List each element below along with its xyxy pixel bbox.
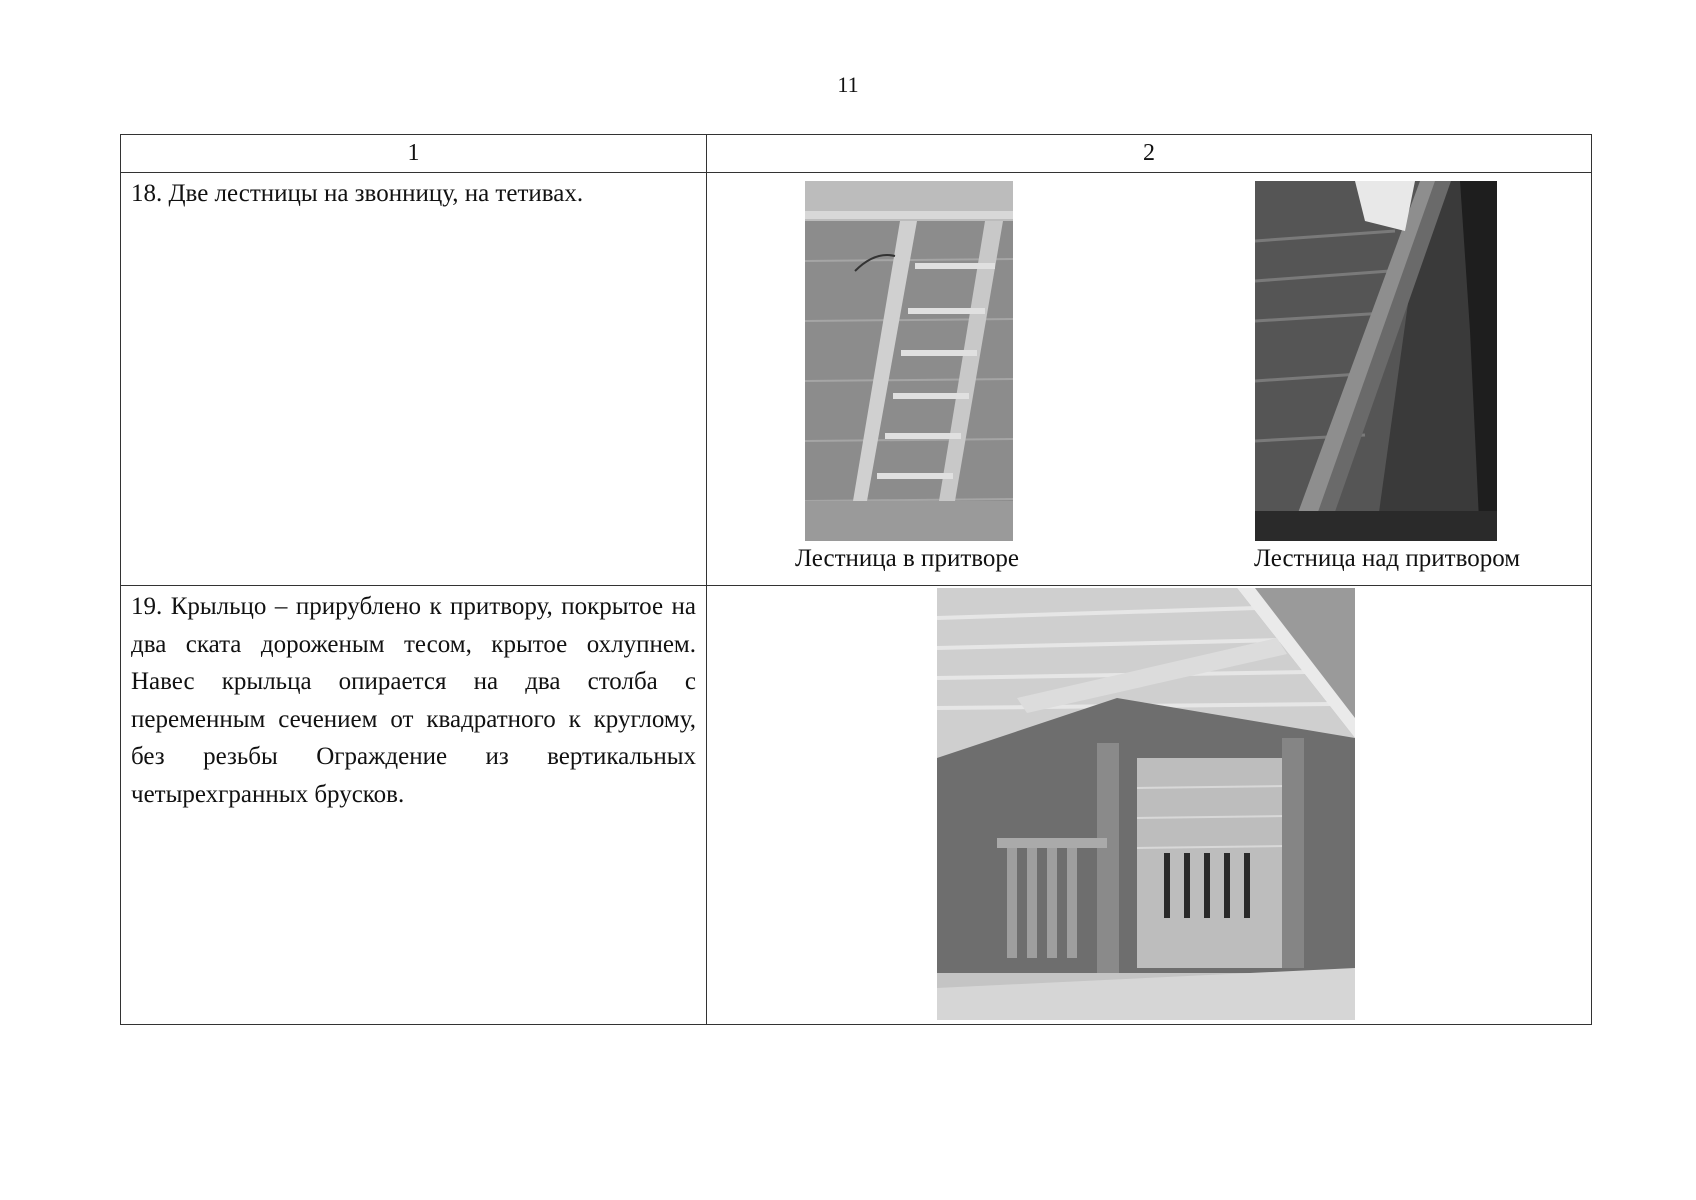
- ladder-photo: [1255, 181, 1497, 541]
- item-photo-cell: [707, 173, 1592, 586]
- table-header-cell: 1: [121, 135, 707, 173]
- item-description: 18. Две лестницы на звонницу, на тетивах.: [131, 180, 584, 207]
- table-header-cell: 2: [707, 135, 1592, 173]
- ladder-photo: [805, 181, 1013, 541]
- item-description-cell: [121, 173, 707, 586]
- porch-photo: [937, 588, 1355, 1020]
- table-row: [121, 586, 1592, 1025]
- photo-caption: Лестница над притвором: [1253, 545, 1521, 572]
- photo-caption: Лестница в притворе: [795, 545, 1019, 572]
- table-row: [121, 173, 1592, 586]
- item-description: 19. Крыльцо – прирублено к притвору, покрытое на два ската дороженым тесом, крытое охлупнем. Навес крыльца опирается на два столба с переменным сечением от квадратного к круглому, без резьбы Ограждение из вертикальных четырехгранных брусков.: [131, 593, 696, 808]
- item-photo-cell: [707, 586, 1592, 1025]
- page-number: 11: [837, 72, 859, 97]
- item-description-cell: [121, 586, 707, 1025]
- table-header-row: [121, 135, 1592, 173]
- description-table: [120, 134, 1592, 1025]
